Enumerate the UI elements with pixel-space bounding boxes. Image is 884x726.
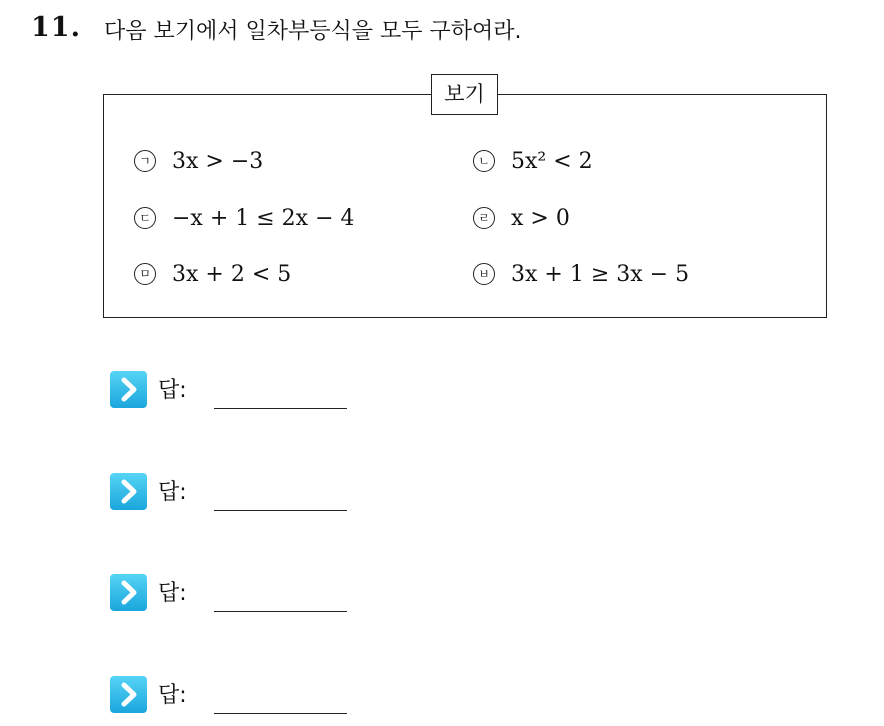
choice-item-3 [134,203,355,233]
answer-row [110,371,370,421]
choice-marker: ㄷ [134,207,156,229]
answer-blank[interactable] [214,408,347,409]
choice-marker: ㅂ [473,263,495,285]
choice-item-1 [134,146,263,176]
choice-expression: 3x > −3 [172,148,264,174]
answer-label: 답: [158,480,187,505]
question-number: 11. [31,12,81,43]
chevron-right-icon [110,473,147,510]
answer-blank[interactable] [214,713,347,714]
choice-expression: 3x + 1 ≥ 3x − 5 [511,261,690,287]
choice-expression: 3x + 2 < 5 [172,261,292,287]
choice-expression: x > 0 [511,205,570,231]
chevron-right-icon [110,574,147,611]
choice-marker: ㄱ [134,150,156,172]
question-text: 다음 보기에서 일차부등식을 모두 구하여라. [104,19,522,44]
choice-marker: ㅁ [134,263,156,285]
chevron-right-icon [110,676,147,713]
answer-label: 답: [158,378,187,403]
choice-expression: 5x² < 2 [511,148,593,174]
choice-item-6 [473,259,689,289]
choice-marker: ㄹ [473,207,495,229]
answer-label: 답: [158,581,187,606]
answer-row [110,676,370,726]
chevron-right-icon [110,371,147,408]
answer-row [110,574,370,624]
choice-item-4 [473,203,570,233]
answer-label: 답: [158,683,187,708]
answer-row [110,473,370,523]
answer-blank[interactable] [214,510,347,511]
choice-item-5 [134,259,291,289]
choice-expression: −x + 1 ≤ 2x − 4 [172,205,355,231]
answer-blank[interactable] [214,611,347,612]
choice-marker: ㄴ [473,150,495,172]
choice-box-label: 보기 [431,74,498,115]
choice-item-2 [473,146,593,176]
